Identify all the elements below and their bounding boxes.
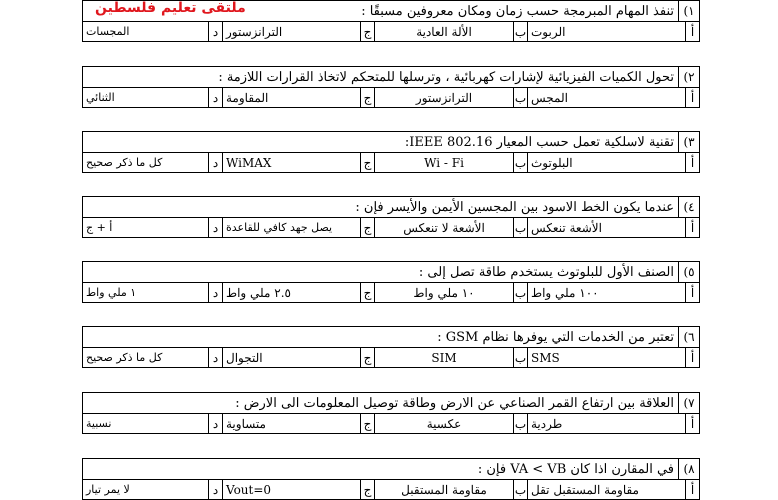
option-a[interactable]: طردية [527,414,685,433]
option-c[interactable]: الترانزستور [222,22,360,41]
options-row [82,217,700,238]
option-a[interactable]: المجس [527,88,685,107]
options-row [82,152,700,173]
option-d[interactable]: المجسات [86,25,130,38]
option-letter: ب [513,348,527,367]
question-text: العلاقة بين ارتفاع القمر الصناعي عن الارض وطاقة توصيل المعلومات الى الارض : [235,395,674,411]
option-c[interactable]: Vout=0 [222,480,360,499]
watermark-text: ملتقى تعليم فلسطين [95,0,246,16]
question-number: ٧) [678,393,699,413]
option-c[interactable]: التجوال [222,348,360,367]
options-row [82,21,700,42]
option-letter: ج [360,283,374,302]
option-a[interactable]: ١٠٠ ملي واط [527,283,685,302]
option-letter: د [208,218,222,237]
question-row [82,261,700,282]
question-block [82,0,700,42]
option-letter: أ [685,480,699,499]
option-letter: أ [685,283,699,302]
question-text: الصنف الأول للبلوتوث يستخدم طاقة تصل إلى : [418,264,674,280]
option-letter: ج [360,348,374,367]
option-c[interactable]: متساوية [222,414,360,433]
options-row [82,413,700,434]
option-a[interactable]: الأشعة تنعكس [527,218,685,237]
option-a[interactable]: البلوتوث [527,153,685,172]
option-letter: أ [685,414,699,433]
question-row [82,392,700,413]
option-letter: ج [360,480,374,499]
question-row [82,196,700,217]
question-block [82,458,700,500]
option-letter: د [208,22,222,41]
question-number: ٦) [678,327,699,347]
question-text: تقنية لاسلكية تعمل حسب المعيار IEEE 802.16: [404,134,674,150]
option-c[interactable]: ٢.٥ ملي واط [222,283,360,302]
question-row [82,131,700,152]
question-number: ٥) [678,262,699,282]
option-letter: ب [513,218,527,237]
option-b[interactable]: الأشعة لا تنعكس [374,218,513,237]
question-block [82,261,700,303]
option-letter: د [208,153,222,172]
option-letter: د [208,283,222,302]
option-a[interactable]: مقاومة المستقبل تقل [527,480,685,499]
option-letter: ج [360,153,374,172]
question-text: تنفذ المهام المبرمجة حسب زمان ومكان معروفين مسبقًا : [361,3,674,19]
option-letter: ب [513,283,527,302]
question-block [82,326,700,368]
option-letter: د [208,414,222,433]
question-block [82,196,700,238]
option-a[interactable]: الربوت [527,22,685,41]
question-number: ١) [678,1,699,21]
question-text: عندما يكون الخط الاسود بين المجسين الأيمن والأيسر فإن : [355,199,674,215]
option-letter: أ [685,153,699,172]
question-block [82,392,700,434]
question-row [82,0,700,21]
option-b[interactable]: الألة العادية [374,22,513,41]
question-number: ٨) [678,459,699,479]
option-d[interactable]: كل ما ذكر صحيح [86,351,163,364]
option-c[interactable]: يصل جهد كافي للقاعدة [222,218,360,237]
question-text: في المقارن اذا كان VA < VB فإن : [477,461,674,477]
option-d[interactable]: لا يمر تيار [86,483,130,496]
option-d[interactable]: ١ ملي واط [86,286,137,299]
option-letter: ب [513,480,527,499]
option-letter: ب [513,153,527,172]
option-letter: د [208,348,222,367]
question-text: تحول الكميات الفيزيائية لإشارات كهربائية ، وترسلها للمتحكم لاتخاذ القرارات اللازمة : [218,69,674,85]
option-d[interactable]: نسبية [86,417,112,430]
question-row [82,326,700,347]
option-letter: ب [513,22,527,41]
option-letter: ج [360,88,374,107]
option-letter: ج [360,414,374,433]
option-c[interactable]: المقاومة [222,88,360,107]
option-letter: أ [685,88,699,107]
option-letter: ب [513,88,527,107]
question-number: ٣) [678,132,699,152]
question-block [82,66,700,108]
option-b[interactable]: Wi - Fi [374,153,513,172]
question-row [82,66,700,87]
option-letter: د [208,88,222,107]
option-letter: أ [685,22,699,41]
question-text: تعتبر من الخدمات التي يوفرها نظام GSM : [437,329,674,345]
option-d[interactable]: أ + ج [86,221,113,234]
options-row [82,479,700,500]
option-letter: د [208,480,222,499]
option-letter: ج [360,22,374,41]
option-a[interactable]: SMS [527,348,685,367]
option-letter: ج [360,218,374,237]
option-b[interactable]: مقاومة المستقبل [374,480,513,499]
question-number: ٤) [678,197,699,217]
option-letter: ب [513,414,527,433]
option-b[interactable]: الترانزستور [374,88,513,107]
question-block [82,131,700,173]
option-b[interactable]: SIM [374,348,513,367]
option-c[interactable]: WiMAX [222,153,360,172]
option-letter: أ [685,348,699,367]
options-row [82,87,700,108]
question-number: ٢) [678,67,699,87]
question-row [82,458,700,479]
option-d[interactable]: الثنائي [86,91,115,104]
option-d[interactable]: كل ما ذكر صحيح [86,156,163,169]
options-row [82,347,700,368]
option-letter: أ [685,218,699,237]
options-row [82,282,700,303]
option-b[interactable]: عكسية [374,414,513,433]
option-b[interactable]: ١٠ ملي واط [374,283,513,302]
